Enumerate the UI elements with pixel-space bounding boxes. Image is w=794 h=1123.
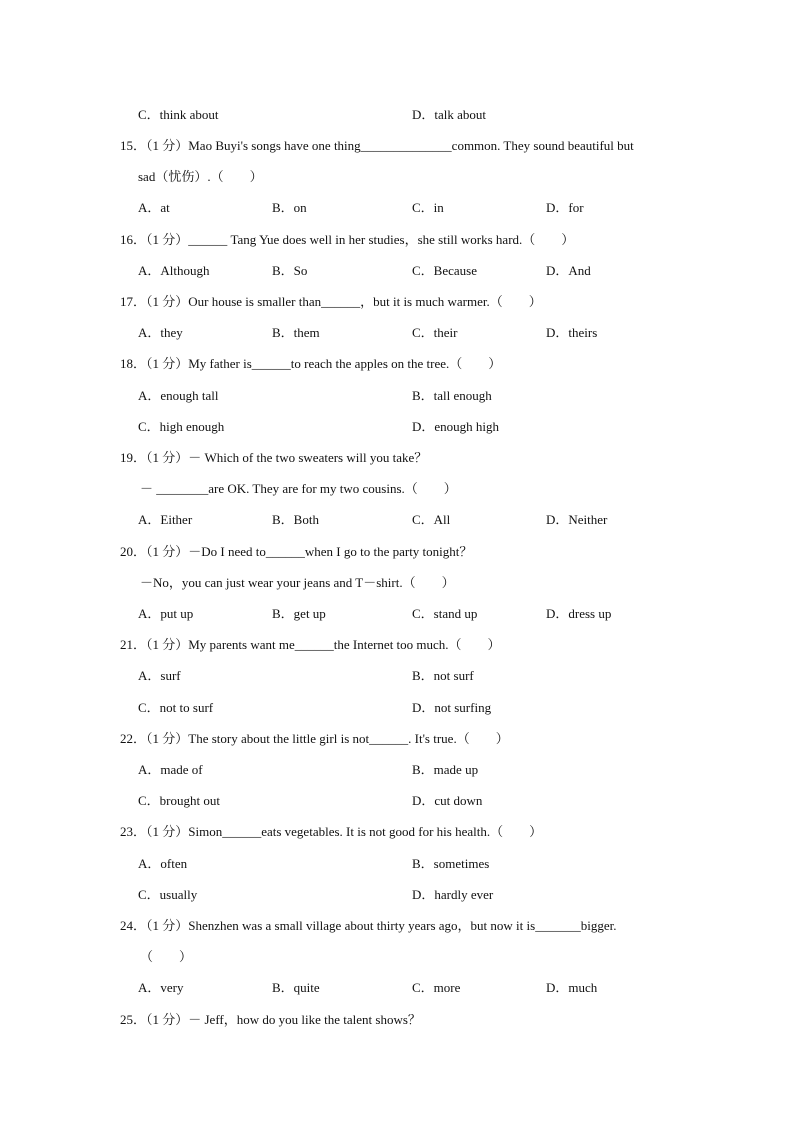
q15-stem-pre: 15．（1 分）Mao Buyi's songs have one thing bbox=[120, 138, 361, 153]
q24-stem: 24．（1 分）Shenzhen was a small village about thirty years ago，but now it is_______bigger. bbox=[120, 918, 617, 933]
q15-blank: ______________ bbox=[360, 138, 452, 153]
q21-stem: 21．（1 分）My parents want me______the Internet too much.（ ） bbox=[120, 637, 501, 652]
q23-option-c[interactable]: C．usually bbox=[138, 887, 198, 902]
q21-option-c[interactable]: C．not to surf bbox=[138, 700, 214, 715]
q24-option-b[interactable]: B．quite bbox=[272, 980, 320, 995]
q19-stem: 19．（1 分）－ Which of the two sweaters will you take？ bbox=[120, 450, 428, 465]
q17-option-b[interactable]: B．them bbox=[272, 325, 320, 340]
q21-option-d[interactable]: D．not surfing bbox=[412, 700, 492, 715]
q22-option-a[interactable]: A．made of bbox=[138, 762, 203, 777]
q24-option-d[interactable]: D．much bbox=[546, 980, 598, 995]
q19-option-d[interactable]: D．Neither bbox=[546, 512, 608, 527]
q22-option-d[interactable]: D．cut down bbox=[412, 793, 483, 808]
q20-stem-line2: －No，you can just wear your jeans and T－shirt.（ ） bbox=[140, 575, 455, 590]
q16-option-c[interactable]: C．Because bbox=[412, 263, 477, 278]
q19-option-b[interactable]: B．Both bbox=[272, 512, 319, 527]
q18-option-d[interactable]: D．enough high bbox=[412, 419, 500, 434]
q23-stem: 23．（1 分）Simon______eats vegetables. It is not good for his health.（ ） bbox=[120, 824, 543, 839]
q15-option-d[interactable]: D．for bbox=[546, 200, 584, 215]
q22-option-b[interactable]: B．made up bbox=[412, 762, 479, 777]
q23-option-d[interactable]: D．hardly ever bbox=[412, 887, 494, 902]
q20-stem: 20．（1 分）－Do I need to______when I go to the party tonight？ bbox=[120, 544, 473, 559]
q16-option-a[interactable]: A．Although bbox=[138, 263, 210, 278]
q17-option-c[interactable]: C．their bbox=[412, 325, 458, 340]
q20-option-d[interactable]: D．dress up bbox=[546, 606, 612, 621]
q24-option-c[interactable]: C．more bbox=[412, 980, 461, 995]
q23-option-a[interactable]: A．often bbox=[138, 856, 188, 871]
q23-option-b[interactable]: B．sometimes bbox=[412, 856, 490, 871]
q15-stem-line2: sad（忧伤）.（ ） bbox=[138, 169, 263, 184]
q22-stem: 22．（1 分）The story about the little girl is not______. It's true.（ ） bbox=[120, 731, 509, 746]
q24-option-a[interactable]: A．very bbox=[138, 980, 184, 995]
q22-option-c[interactable]: C．brought out bbox=[138, 793, 220, 808]
q21-option-b[interactable]: B．not surf bbox=[412, 668, 474, 683]
q19-stem-line2: － ________are OK. They are for my two cousins.（ ） bbox=[140, 481, 457, 496]
q15-option-a[interactable]: A．at bbox=[138, 200, 170, 215]
q18-option-c[interactable]: C．high enough bbox=[138, 419, 225, 434]
q14-option-c[interactable]: C．think about bbox=[138, 107, 219, 122]
q18-stem: 18．（1 分）My father is______to reach the apples on the tree.（ ） bbox=[120, 356, 502, 371]
q21-option-a[interactable]: A．surf bbox=[138, 668, 181, 683]
q20-option-b[interactable]: B．get up bbox=[272, 606, 326, 621]
q18-option-b[interactable]: B．tall enough bbox=[412, 388, 492, 403]
q15-stem-post: common. They sound beautiful but bbox=[451, 138, 634, 153]
q19-option-a[interactable]: A．Either bbox=[138, 512, 193, 527]
q17-option-a[interactable]: A．they bbox=[138, 325, 183, 340]
q16-option-b[interactable]: B．So bbox=[272, 263, 308, 278]
q16-option-d[interactable]: D．And bbox=[546, 263, 591, 278]
q15-stem bbox=[120, 135, 675, 154]
q19-option-c[interactable]: C．All bbox=[412, 512, 451, 527]
q25-stem: 25．（1 分）－ Jeff，how do you like the talent shows？ bbox=[120, 1012, 421, 1027]
q17-option-d[interactable]: D．theirs bbox=[546, 325, 598, 340]
q16-stem: 16．（1 分）______ Tang Yue does well in her studies，she still works hard.（ ） bbox=[120, 232, 575, 247]
q15-option-b[interactable]: B．on bbox=[272, 200, 307, 215]
q17-stem: 17．（1 分）Our house is smaller than______，but it is much warmer.（ ） bbox=[120, 294, 542, 309]
q15-option-c[interactable]: C．in bbox=[412, 200, 444, 215]
q20-option-c[interactable]: C．stand up bbox=[412, 606, 478, 621]
q24-stem-line2: （ ） bbox=[140, 949, 193, 964]
q18-option-a[interactable]: A．enough tall bbox=[138, 388, 219, 403]
q20-option-a[interactable]: A．put up bbox=[138, 606, 194, 621]
q14-option-d[interactable]: D．talk about bbox=[412, 107, 487, 122]
